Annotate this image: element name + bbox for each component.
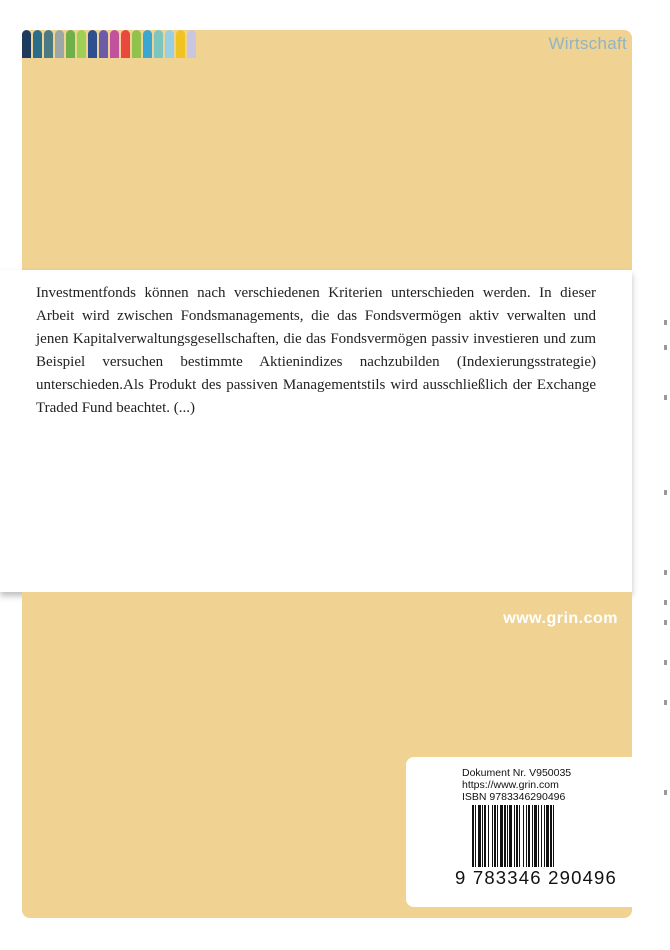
barcode-digits: 9 783346 290496 [455,867,618,888]
color-stripe [88,30,97,58]
color-stripe [110,30,119,58]
blurb-panel [0,270,632,592]
color-stripe [132,30,141,58]
category-label: Wirtschaft [548,34,627,53]
color-stripe [121,30,130,58]
isbn-info-box [406,757,632,907]
color-stripe [99,30,108,58]
barcode-icon [472,805,622,867]
color-stripe [165,30,174,58]
info-url: https://www.grin.com [462,779,559,791]
color-stripe [55,30,64,58]
document-number: Dokument Nr. V950035 [462,767,572,779]
color-stripe [33,30,42,58]
blurb-text: Investmentfonds können nach verschiedenen Kriterien unterschieden werden. In dieser Arbeit wird zwischen Fondsmanagements, die das Fondsvermögen aktiv verwalten und jenen Kapitalverwaltungsgesellschaften, die das Fondsvermögen passiv investieren und zum Beispiel versuchen bestimmte Aktienindizes nachzubilden (Indexierungsstrategie) unterschieden.Als Produkt des passiven Managementstils wird ausschließlich der Exchange Traded Fund beachtet. (...) [36,285,596,416]
color-stripe [22,30,31,58]
color-stripe [154,30,163,58]
color-stripe [66,30,75,58]
color-stripe [176,30,185,58]
color-stripes [22,30,198,58]
color-stripe [44,30,53,58]
page-edge-marks [662,300,670,820]
cover-top-panel [22,30,632,270]
isbn-number: ISBN 9783346290496 [462,791,566,803]
color-stripe [143,30,152,58]
color-stripe [77,30,86,58]
color-stripe [187,30,196,58]
website-label: www.grin.com [503,610,618,627]
